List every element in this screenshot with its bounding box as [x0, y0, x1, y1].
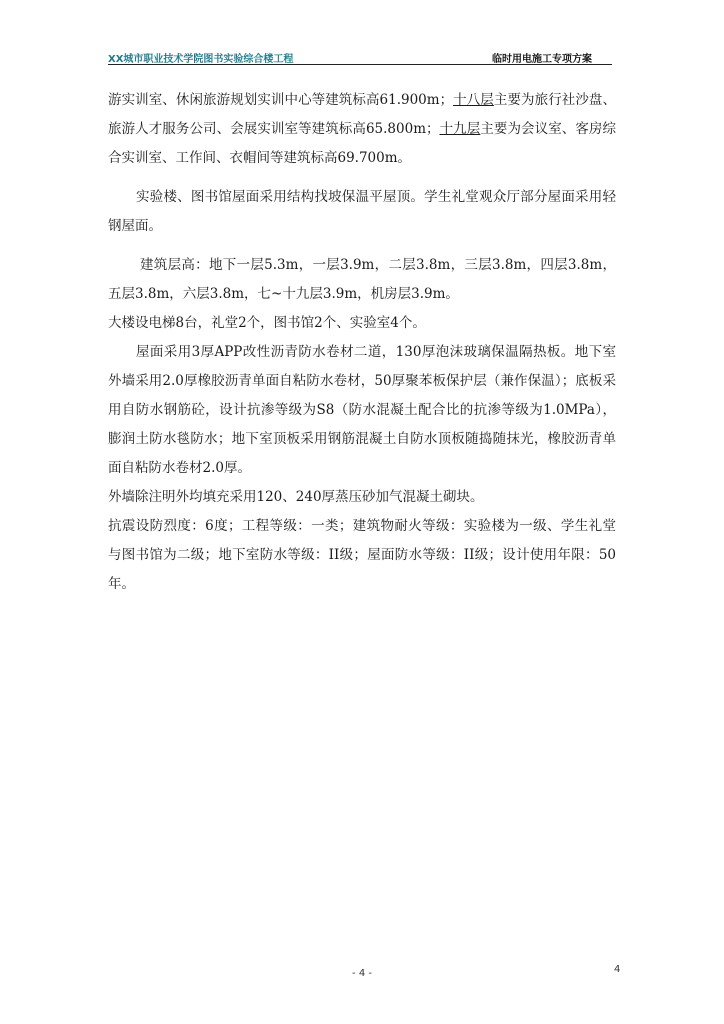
paragraph-design-grades: 抗震设防烈度：6度；工程等级：一类；建筑物耐火等级：实验楼为一级、学生礼堂与图书馆为二级；地下室防水等级：II级；屋面防水等级：II级；设计使用年限：50年。	[108, 518, 616, 592]
underlined-floor-19: 十九层	[439, 121, 481, 137]
paragraph-elevators: 大楼设电梯8台，礼堂2个，图书馆2个、实验室4个。	[108, 315, 426, 331]
paragraph-exterior-walls: 外墙除注明外均填充采用120、240厚蒸压砂加气混凝土砌块。	[108, 489, 484, 505]
header-rule	[108, 64, 612, 65]
header-document-title: 临时用电施工专项方案	[492, 54, 592, 65]
text-run: 游实训室、休闲旅游规划实训中心等建筑标高61.900m；	[108, 92, 454, 108]
underlined-floor-18: 十八层	[453, 92, 494, 108]
document-body	[108, 86, 616, 599]
paragraph-roof: 实验楼、图书馆屋面采用结构找坡保温平屋顶。学生礼堂观众厅部分屋面采用轻钢屋面。	[108, 189, 616, 234]
paragraph-waterproofing: 屋面采用3厚APP改性沥青防水卷材二道，130厚泡沫玻璃保温隔热板。地下室外墙采用2.0厚橡胶沥青单面自粘防水卷材，50厚聚苯板保护层（兼作保温）；底板采用自防水钢筋砼，设计抗渗等级为S8（防水混凝土配合比的抗渗等级为1.0MPa），膨润土防水毯防水；地下室顶板采用钢筋混凝土自防水顶板随捣随抹光，橡胶沥青单面自粘防水卷材2.0厚。	[108, 344, 616, 476]
page-number: 4	[614, 964, 621, 975]
paragraph-floor-elevations	[108, 86, 616, 173]
page-footer: - 4 -	[352, 968, 372, 979]
header-project-title: XX城市职业技术学院图书实验综合楼工程	[108, 54, 294, 65]
text-run: 主要为旅行社沙盘、旅游人才服务公司、会展实训室等建筑标高65.800m；	[108, 92, 617, 137]
paragraph-floor-heights: 建筑层高：地下一层5.3m，一层3.9m，二层3.8m，三层3.8m，四层3.8m，五层3.8m，六层3.8m，七~十九层3.9m，机房层3.9m。	[108, 257, 616, 302]
text-run: 主要为会议室、客房综合实训室、工作间、衣帽间等建筑标高69.700m。	[108, 121, 617, 166]
page-header	[108, 50, 612, 64]
